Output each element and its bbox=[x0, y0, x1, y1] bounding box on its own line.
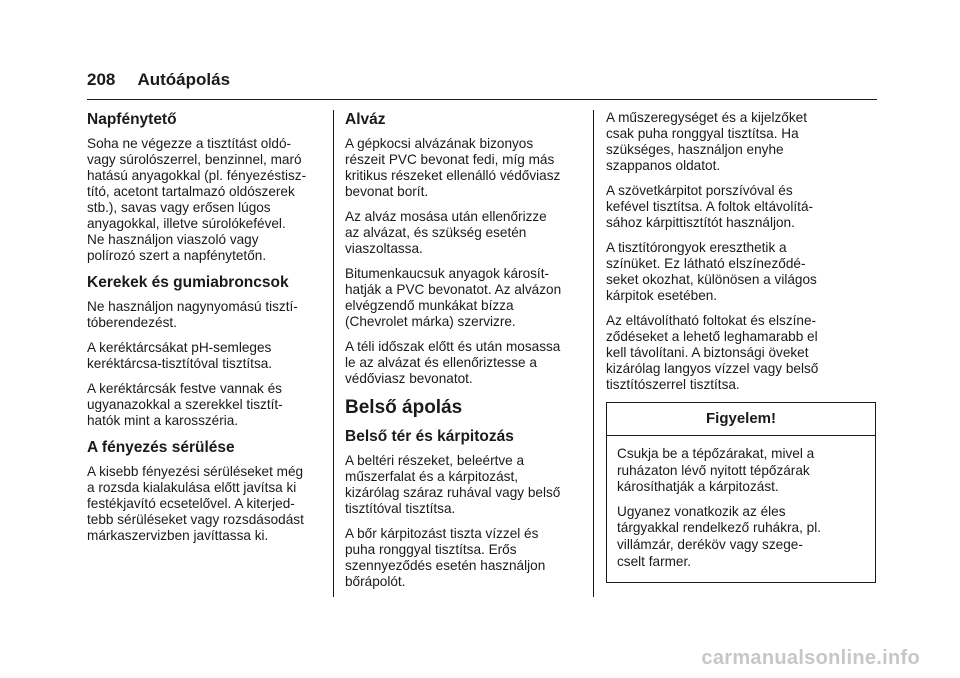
paragraph: A keréktárcsák festve vannak és ugyanazokkal a szerekkel tisztít- hatók mint a karosszéria. bbox=[87, 381, 283, 428]
notice-body bbox=[607, 436, 875, 582]
heading-fenyezes: A fényezés sérülése bbox=[87, 439, 235, 456]
section-belso-ter bbox=[345, 427, 585, 590]
heading-belso-apolas: Belső ápolás bbox=[345, 397, 463, 418]
notice-box bbox=[606, 402, 876, 583]
column-divider bbox=[333, 110, 334, 597]
paragraph: Az eltávolítható foltokat és elszíne- ződéseket a lehető leghamarabb el kell távolítani. A biztonsági öveket kizárólag langyos vízzel vagy belső tisztítószerrel tisztítsa. bbox=[606, 313, 819, 392]
column-divider bbox=[593, 110, 594, 597]
paragraph: A gépkocsi alvázának bizonyos részeit PVC bevonat fedi, míg más kritikus részeket ellenálló védőviasz bevonat borít. bbox=[345, 136, 561, 199]
watermark: carmanualsonline.info bbox=[701, 647, 920, 669]
section-title: Autóápolás bbox=[137, 70, 231, 89]
heading-belso-ter: Belső tér és kárpitozás bbox=[345, 428, 514, 445]
column-1 bbox=[87, 110, 327, 553]
paragraph: A kisebb fényezési sérüléseket még a rozsda kialakulása előtt javítsa ki festékjavító ecsetelővel. A kiterjed- tebb sérüléseket vagy rozsdásodást márkaszervizben javíttassa ki. bbox=[87, 464, 304, 543]
section-kerekek bbox=[87, 273, 327, 429]
header-rule bbox=[87, 99, 877, 100]
paragraph: A tisztítórongyok ereszthetik a színüket. Ez látható elszíneződé- seket okozhat, különösen a világos kárpitok esetében. bbox=[606, 240, 817, 303]
section-fenyezes bbox=[87, 438, 327, 544]
heading-kerekek: Kerekek és gumiabroncsok bbox=[87, 274, 289, 291]
paragraph: A bőr kárpitozást tiszta vízzel és puha ronggyal tisztítsa. Erős szennyeződés esetén használjon bőrápolót. bbox=[345, 526, 546, 589]
paragraph: A keréktárcsákat pH-semleges keréktárcsa-tisztítóval tisztítsa. bbox=[87, 340, 273, 371]
heading-alvaz: Alváz bbox=[345, 111, 386, 128]
paragraph: A szövetkárpitot porszívóval és kefével tisztítsa. A foltok eltávolítá- sához kárpittisztítót használjon. bbox=[606, 183, 814, 230]
notice-title: Figyelem! bbox=[607, 403, 875, 436]
paragraph: Ugyanez vonatkozik az éles tárgyakkal rendelkező ruhákra, pl. villámzár, deréköv vagy szege- cselt farmer. bbox=[617, 503, 822, 569]
section-alvaz bbox=[345, 110, 585, 387]
page-header bbox=[87, 70, 230, 90]
heading-napfenyteto: Napfénytető bbox=[87, 111, 177, 128]
paragraph: A műszeregységet és a kijelzőket csak puha ronggyal tisztítsa. Ha szükséges, használjon enyhe szappanos oldatot. bbox=[606, 110, 807, 173]
paragraph: A beltéri részeket, beleértve a műszerfalat és a kárpitozást, kizárólag száraz ruhával vagy belső tisztítóval tisztítsa. bbox=[345, 453, 561, 516]
paragraph: Az alváz mosása után ellenőrizze az alvázat, és szükség esetén viaszoltassa. bbox=[345, 209, 547, 256]
paragraph: A téli időszak előtt és után mosassa le az alvázat és ellenőriztesse a védőviasz bevonatot. bbox=[345, 339, 561, 386]
page-number: 208 bbox=[87, 70, 116, 89]
paragraph: Csukja be a tépőzárakat, mivel a ruházaton lévő nyitott tépőzárak károsíthatják a kárpitozást. bbox=[617, 446, 815, 495]
column-3 bbox=[606, 110, 878, 583]
section-napfenyteto bbox=[87, 110, 327, 264]
paragraph: Bitumenkaucsuk anyagok károsít- hatják a PVC bevonatot. Az alvázon elvégzendő munkákat bízza (Chevrolet márka) szervizre. bbox=[345, 266, 562, 329]
column-2 bbox=[345, 110, 585, 599]
paragraph: Ne használjon nagynyomású tisztí- tóberendezést. bbox=[87, 299, 298, 330]
paragraph: Soha ne végezze a tisztítást oldó- vagy súrolószerrel, benzinnel, maró hatású anyagokkal (pl. fényezéstisz- tító, acetont tartalmazó oldószerek stb.), savas vagy erősen lúgos anyagokkal, illetve súrolókefével. Ne használjon viaszoló vagy polírozó szert a napfénytetőn. bbox=[87, 136, 307, 263]
